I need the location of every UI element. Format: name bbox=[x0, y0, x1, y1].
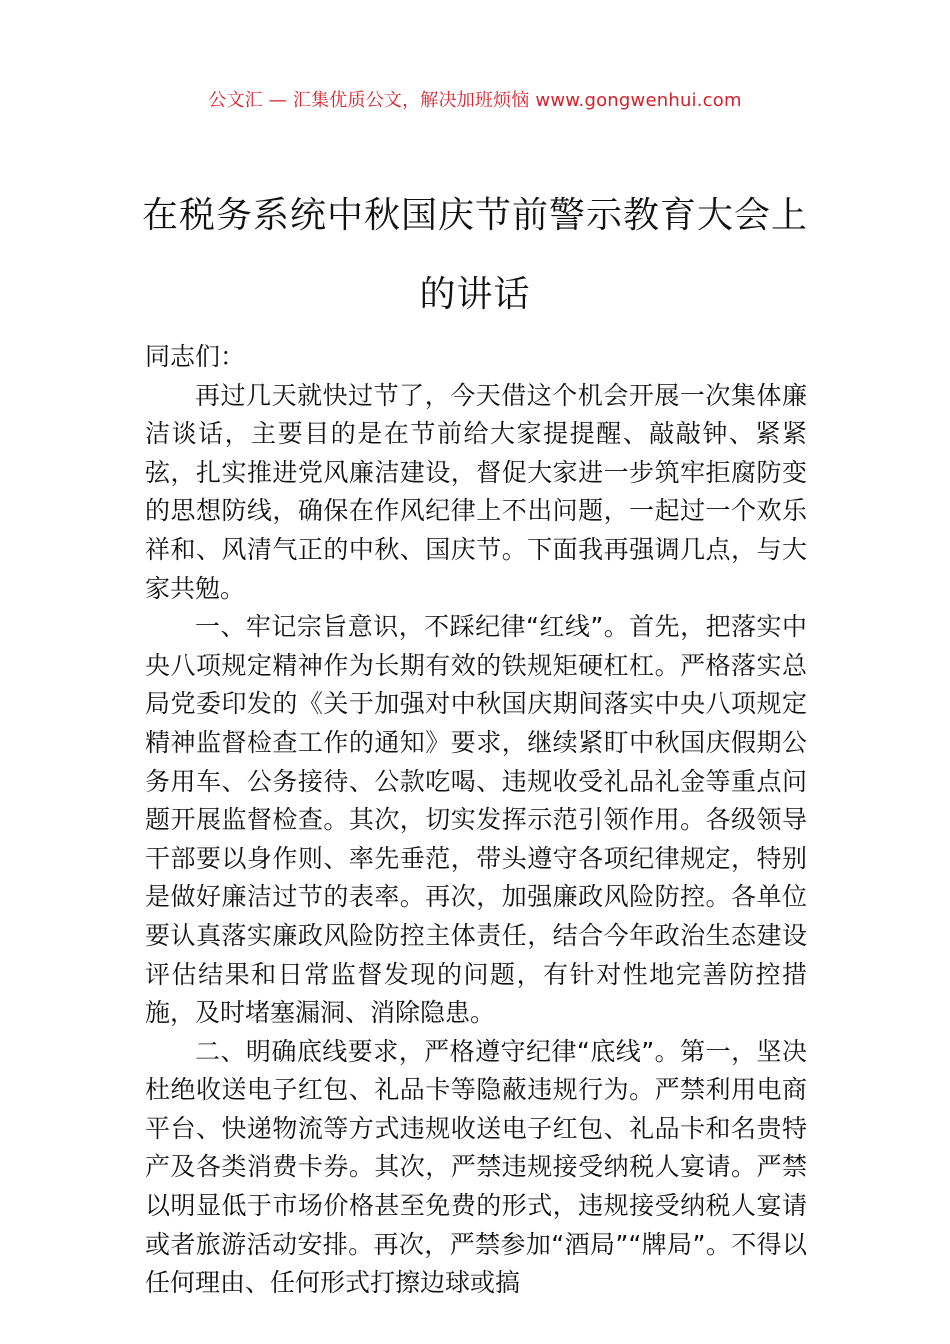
header-banner: 公文汇 — 汇集优质公文，解决加班烦恼 www.gongwenhui.com bbox=[208, 90, 742, 111]
paragraph: 再过几天就快过节了，今天借这个机会开展一次集体廉洁谈话，主要目的是在节前给大家提提醒、敲敲钟、紧紧弦，扎实推进党风廉洁建设，督促大家进一步筑牢拒腐防变的思想防线，确保在作风纪律上不出问题，一起过一个欢乐祥和、风清气正的中秋、国庆节。下面我再强调几点，与大家共勉。 bbox=[145, 380, 807, 603]
document-title: 在税务系统中秋国庆节前警示教育大会上的讲话 bbox=[141, 195, 808, 315]
document-body bbox=[145, 338, 807, 1303]
paragraph: 一、牢记宗旨意识，不踩纪律“红线”。首先，把落实中央八项规定精神作为长期有效的铁规矩硬杠杠。严格落实总局党委印发的《关于加强对中秋国庆期间落实中央八项规定精神监督检查工作的通知》要求，继续紧盯中秋国庆假期公务用车、公务接待、公款吃喝、违规收受礼品礼金等重点问题开展监督检查。其次，切实发挥示范引领作用。各级领导干部要以身作则、率先垂范，带头遵守各项纪律规定，特别是做好廉洁过节的表率。再次，加强廉政风险防控。各单位要认真落实廉政风险防控主体责任，结合今年政治生态建设评估结果和日常监督发现的问题，有针对性地完善防控措施，及时堵塞漏洞、消除隐患。 bbox=[145, 612, 807, 1028]
paragraph: 二、明确底线要求，严格遵守纪律“底线”。第一，坚决杜绝收送电子红包、礼品卡等隐蔽违规行为。严禁利用电商平台、快递物流等方式违规收送电子红包、礼品卡和名贵特产及各类消费卡券。其次，严禁违规接受纳税人宴请。严禁以明显低于市场价格甚至免费的形式，违规接受纳税人宴请或者旅游活动安排。再次，严禁参加“酒局”“牌局”。不得以任何理由、任何形式打擦边球或搞 bbox=[145, 1036, 807, 1298]
salutation: 同志们： bbox=[145, 342, 246, 371]
